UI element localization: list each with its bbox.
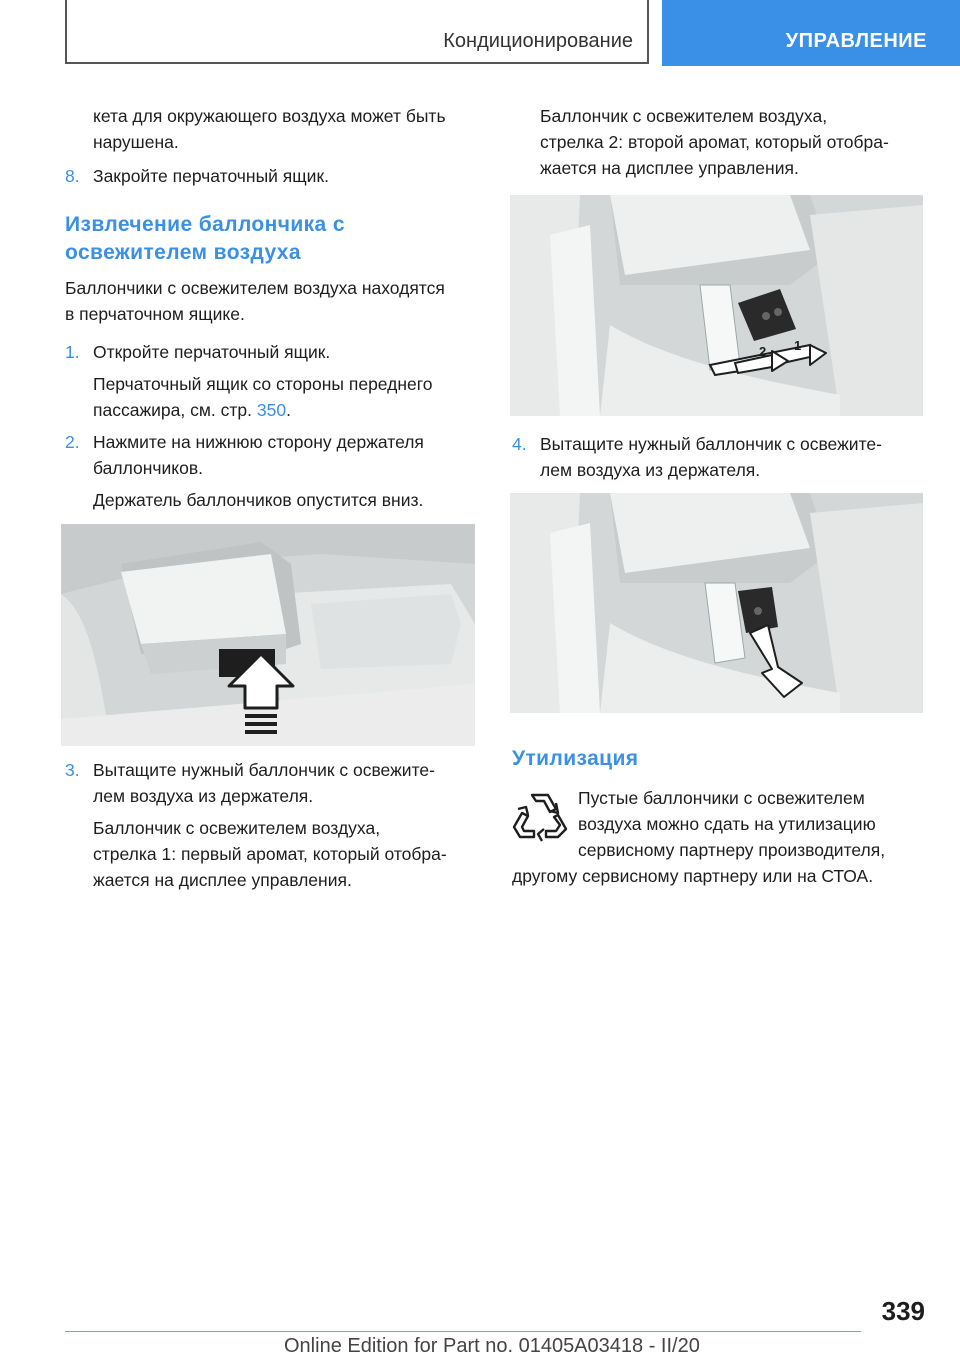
right-continued-line3: жается на дисплее управления. bbox=[540, 158, 799, 178]
step-1-sub-line2 bbox=[93, 397, 291, 423]
figure-holder-press bbox=[61, 524, 475, 746]
step-text-1: Откройте перчаточный ящик. bbox=[93, 342, 331, 362]
continued-text-line1: кета для окружающего воздуха может быть bbox=[93, 106, 446, 126]
recycle-text-line1: Пустые баллончики с освежителем bbox=[578, 788, 865, 808]
recycle-icon bbox=[512, 787, 568, 843]
intro-text-line1: Баллончики с освежителем воздуха находятся bbox=[65, 278, 445, 298]
step-text-4-line1: Вытащите нужный баллончик с освежите‐ bbox=[540, 434, 882, 454]
step-1-sub-line1: Перчаточный ящик со стороны переднего bbox=[93, 374, 433, 394]
step-text-4-line2: лем воздуха из держателя. bbox=[540, 460, 761, 480]
section-heading-line1: Извлечение баллончика с bbox=[65, 213, 345, 236]
step-number-3: 3. bbox=[65, 760, 80, 780]
step-text-8: Закройте перчаточный ящик. bbox=[93, 166, 329, 186]
step-1-sub-prefix: пассажира, см. стр. bbox=[93, 400, 252, 420]
header-section-tab bbox=[65, 0, 649, 64]
step-text-3-line2: лем воздуха из держателя. bbox=[93, 786, 314, 806]
recycle-text-line3: сервисному партнеру производителя, bbox=[578, 840, 886, 860]
step-3-sub-line3: жается на дисплее управления. bbox=[93, 870, 352, 890]
step-3-sub-line1: Баллончик с освежителем воздуха, bbox=[93, 818, 381, 838]
step-number-8: 8. bbox=[65, 166, 80, 186]
intro-text-line2: в перчаточном ящике. bbox=[65, 304, 245, 324]
step-text-2-line1: Нажмите на нижнюю сторону держателя bbox=[93, 432, 424, 452]
figure-cartridge-arrows bbox=[510, 195, 923, 416]
header-chapter-title: УПРАВЛЕНИЕ bbox=[785, 30, 927, 52]
recycle-text-line2: воздуха можно сдать на утилизацию bbox=[578, 814, 876, 834]
right-continued-line2: стрелка 2: второй аромат, который отобра‐ bbox=[540, 132, 889, 152]
header-chapter-tab bbox=[662, 0, 960, 66]
figure-cartridge-removal bbox=[510, 493, 923, 713]
step-number-4: 4. bbox=[512, 434, 527, 454]
footer-divider bbox=[65, 1331, 861, 1332]
step-text-2-line2: баллончиков. bbox=[93, 458, 204, 478]
step-text-3-line1: Вытащите нужный баллончик с освежите‐ bbox=[93, 760, 435, 780]
figure-label-1: 1 bbox=[794, 338, 802, 353]
header-section-title: Кондиционирование bbox=[443, 30, 633, 52]
page-reference-link[interactable]: 350 bbox=[256, 400, 287, 420]
step-number-2: 2. bbox=[65, 432, 80, 452]
step-number-1: 1. bbox=[65, 342, 80, 362]
recycle-text-line4: другому сервисному партнеру или на СТОА. bbox=[512, 866, 874, 886]
continued-text-line2: нарушена. bbox=[93, 132, 179, 152]
disposal-heading: Утилизация bbox=[512, 747, 639, 770]
figure-label-2: 2 bbox=[759, 344, 767, 359]
section-heading-line2: освежителем воздуха bbox=[65, 241, 301, 264]
step-2-sub: Держатель баллончиков опустится вниз. bbox=[93, 490, 424, 510]
footer-edition-text: Online Edition for Part no. 01405A03418 - II/20 bbox=[284, 1335, 700, 1357]
step-1-sub-suffix: . bbox=[286, 400, 291, 420]
page-number: 339 bbox=[881, 1296, 925, 1326]
right-continued-line1: Баллончик с освежителем воздуха, bbox=[540, 106, 828, 126]
step-3-sub-line2: стрелка 1: первый аромат, который отобра‐ bbox=[93, 844, 447, 864]
